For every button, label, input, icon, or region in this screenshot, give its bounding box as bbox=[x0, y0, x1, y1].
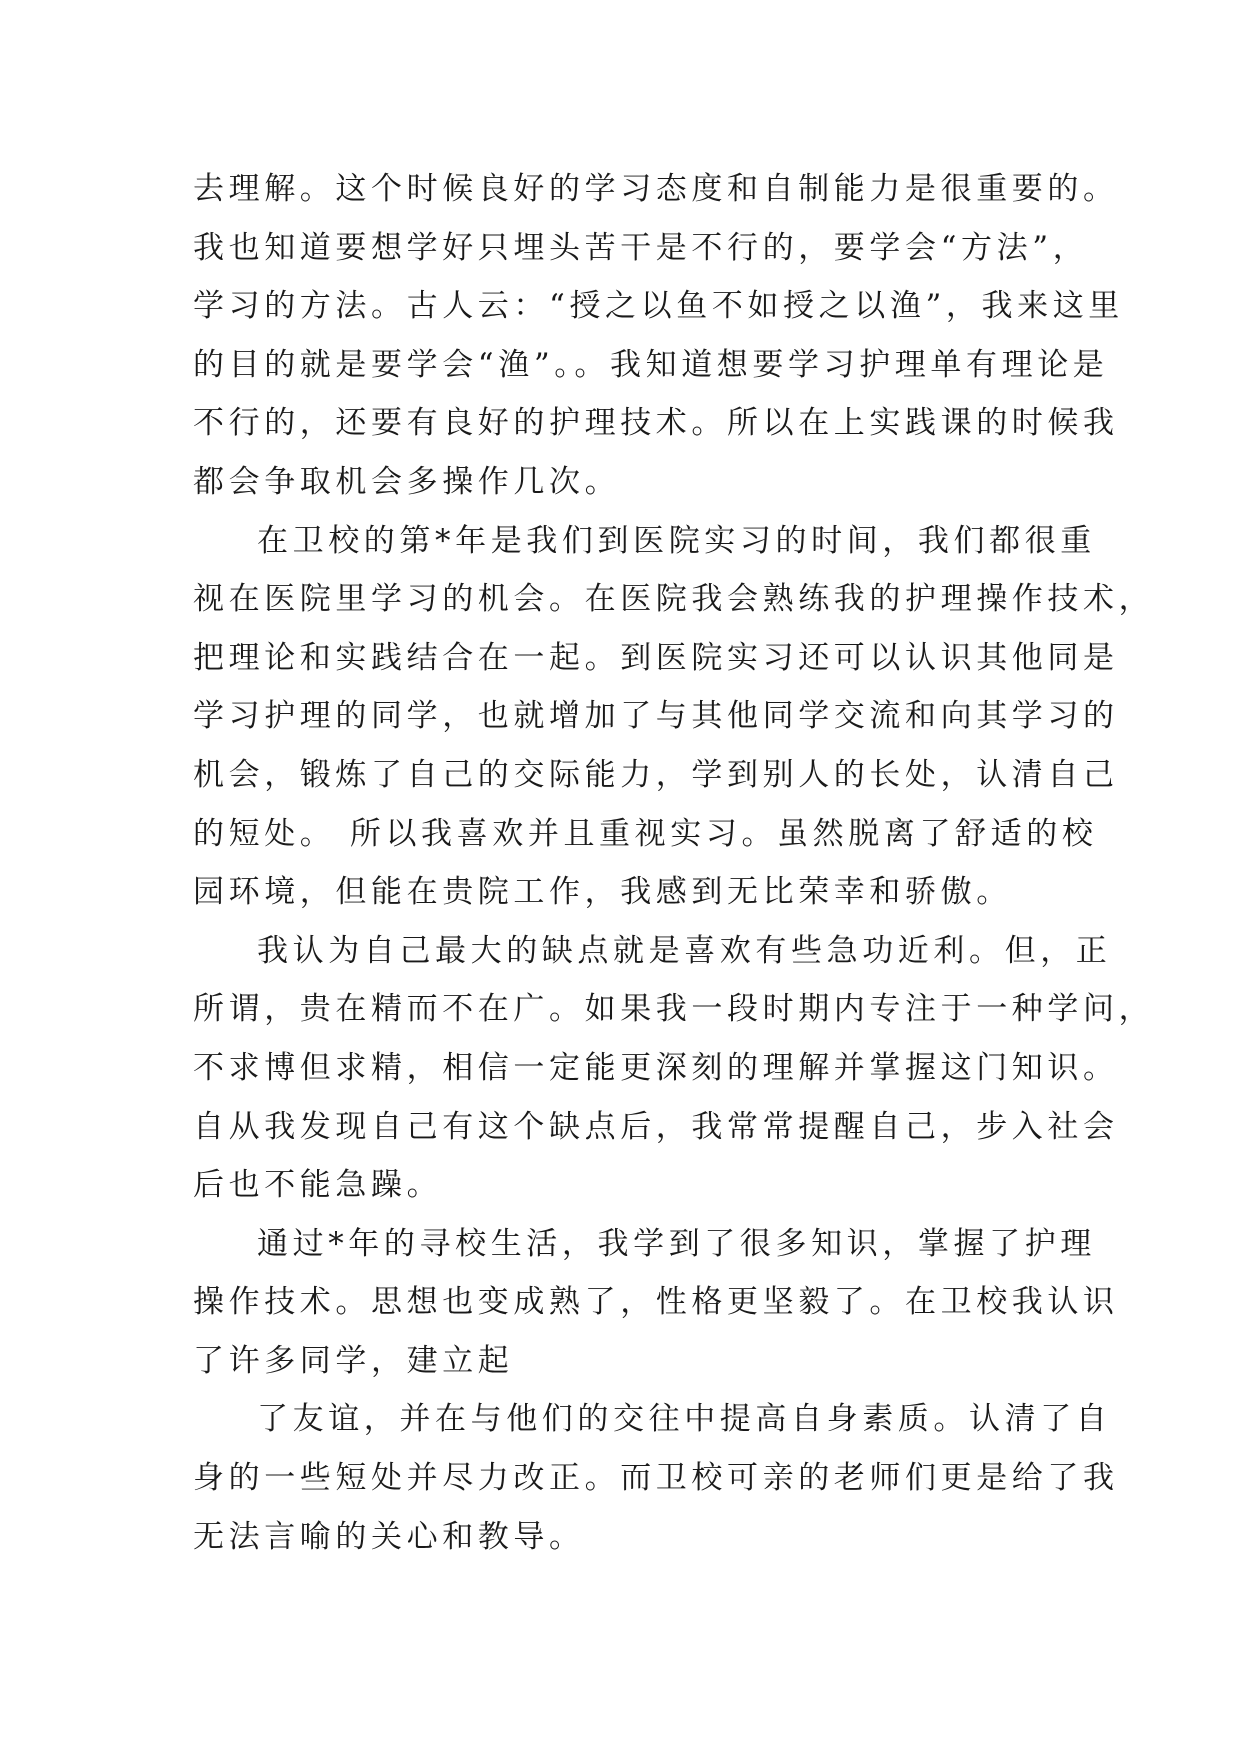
text-line: 了许多同学，建立起 bbox=[193, 1342, 514, 1379]
text-line: 不行的，还要有良好的护理技术。所以在上实践课的时候我 bbox=[193, 405, 1119, 442]
text-line: 不求博但求精，相信一定能更深刻的理解并掌握这门知识。 bbox=[193, 1049, 1119, 1086]
body-text bbox=[193, 160, 1155, 1566]
text-line: 的短处。 所以我喜欢并且重视实习。虽然脱离了舒适的校 bbox=[193, 815, 1098, 852]
text-line: 去理解。这个时候良好的学习态度和自制能力是很重要的。 bbox=[193, 171, 1119, 207]
text-line: 身的一些短处并尽力改正。而卫校可亲的老师们更是给了我 bbox=[193, 1460, 1119, 1497]
text-line: 的目的就是要学会“渔”。。我知道想要学习护理单有理论是 bbox=[193, 346, 1109, 383]
paragraph-first-line: 在卫校的第*年是我们到医院实习的时间，我们都很重 bbox=[257, 522, 1096, 559]
text-line: 学习护理的同学，也就增加了与其他同学交流和向其学习的 bbox=[193, 698, 1119, 735]
text-line: 学习的方法。古人云：“授之以鱼不如授之以渔”，我来这里 bbox=[193, 288, 1124, 325]
text-line: 所谓，贵在精而不在广。如果我一段时期内专注于一种学问， bbox=[193, 991, 1155, 1028]
paragraph-first-line: 了友谊，并在与他们的交往中提高自身素质。认清了自 bbox=[257, 1401, 1112, 1438]
text-line: 都会争取机会多操作几次。 bbox=[193, 463, 621, 500]
text-line: 自从我发现自己有这个缺点后，我常常提醒自己，步入社会 bbox=[193, 1108, 1119, 1145]
text-line: 操作技术。思想也变成熟了，性格更坚毅了。在卫校我认识 bbox=[193, 1284, 1119, 1321]
text-line: 机会，锻炼了自己的交际能力，学到别人的长处，认清自己 bbox=[193, 756, 1119, 793]
text-line: 视在医院里学习的机会。在医院我会熟练我的护理操作技术， bbox=[193, 581, 1155, 618]
paragraph-first-line: 通过*年的寻校生活，我学到了很多知识，掌握了护理 bbox=[257, 1225, 1096, 1262]
text-line: 我也知道要想学好只埋头苦干是不行的，要学会“方法”， bbox=[193, 229, 1089, 266]
paragraph-first-line: 我认为自己最大的缺点就是喜欢有些急功近利。但，正 bbox=[257, 932, 1112, 969]
text-line: 后也不能急躁。 bbox=[193, 1167, 443, 1204]
text-line: 无法言喻的关心和教导。 bbox=[193, 1518, 585, 1555]
text-line: 园环境，但能在贵院工作，我感到无比荣幸和骄傲。 bbox=[193, 874, 1012, 911]
text-line: 把理论和实践结合在一起。到医院实习还可以认识其他同是 bbox=[193, 639, 1119, 676]
